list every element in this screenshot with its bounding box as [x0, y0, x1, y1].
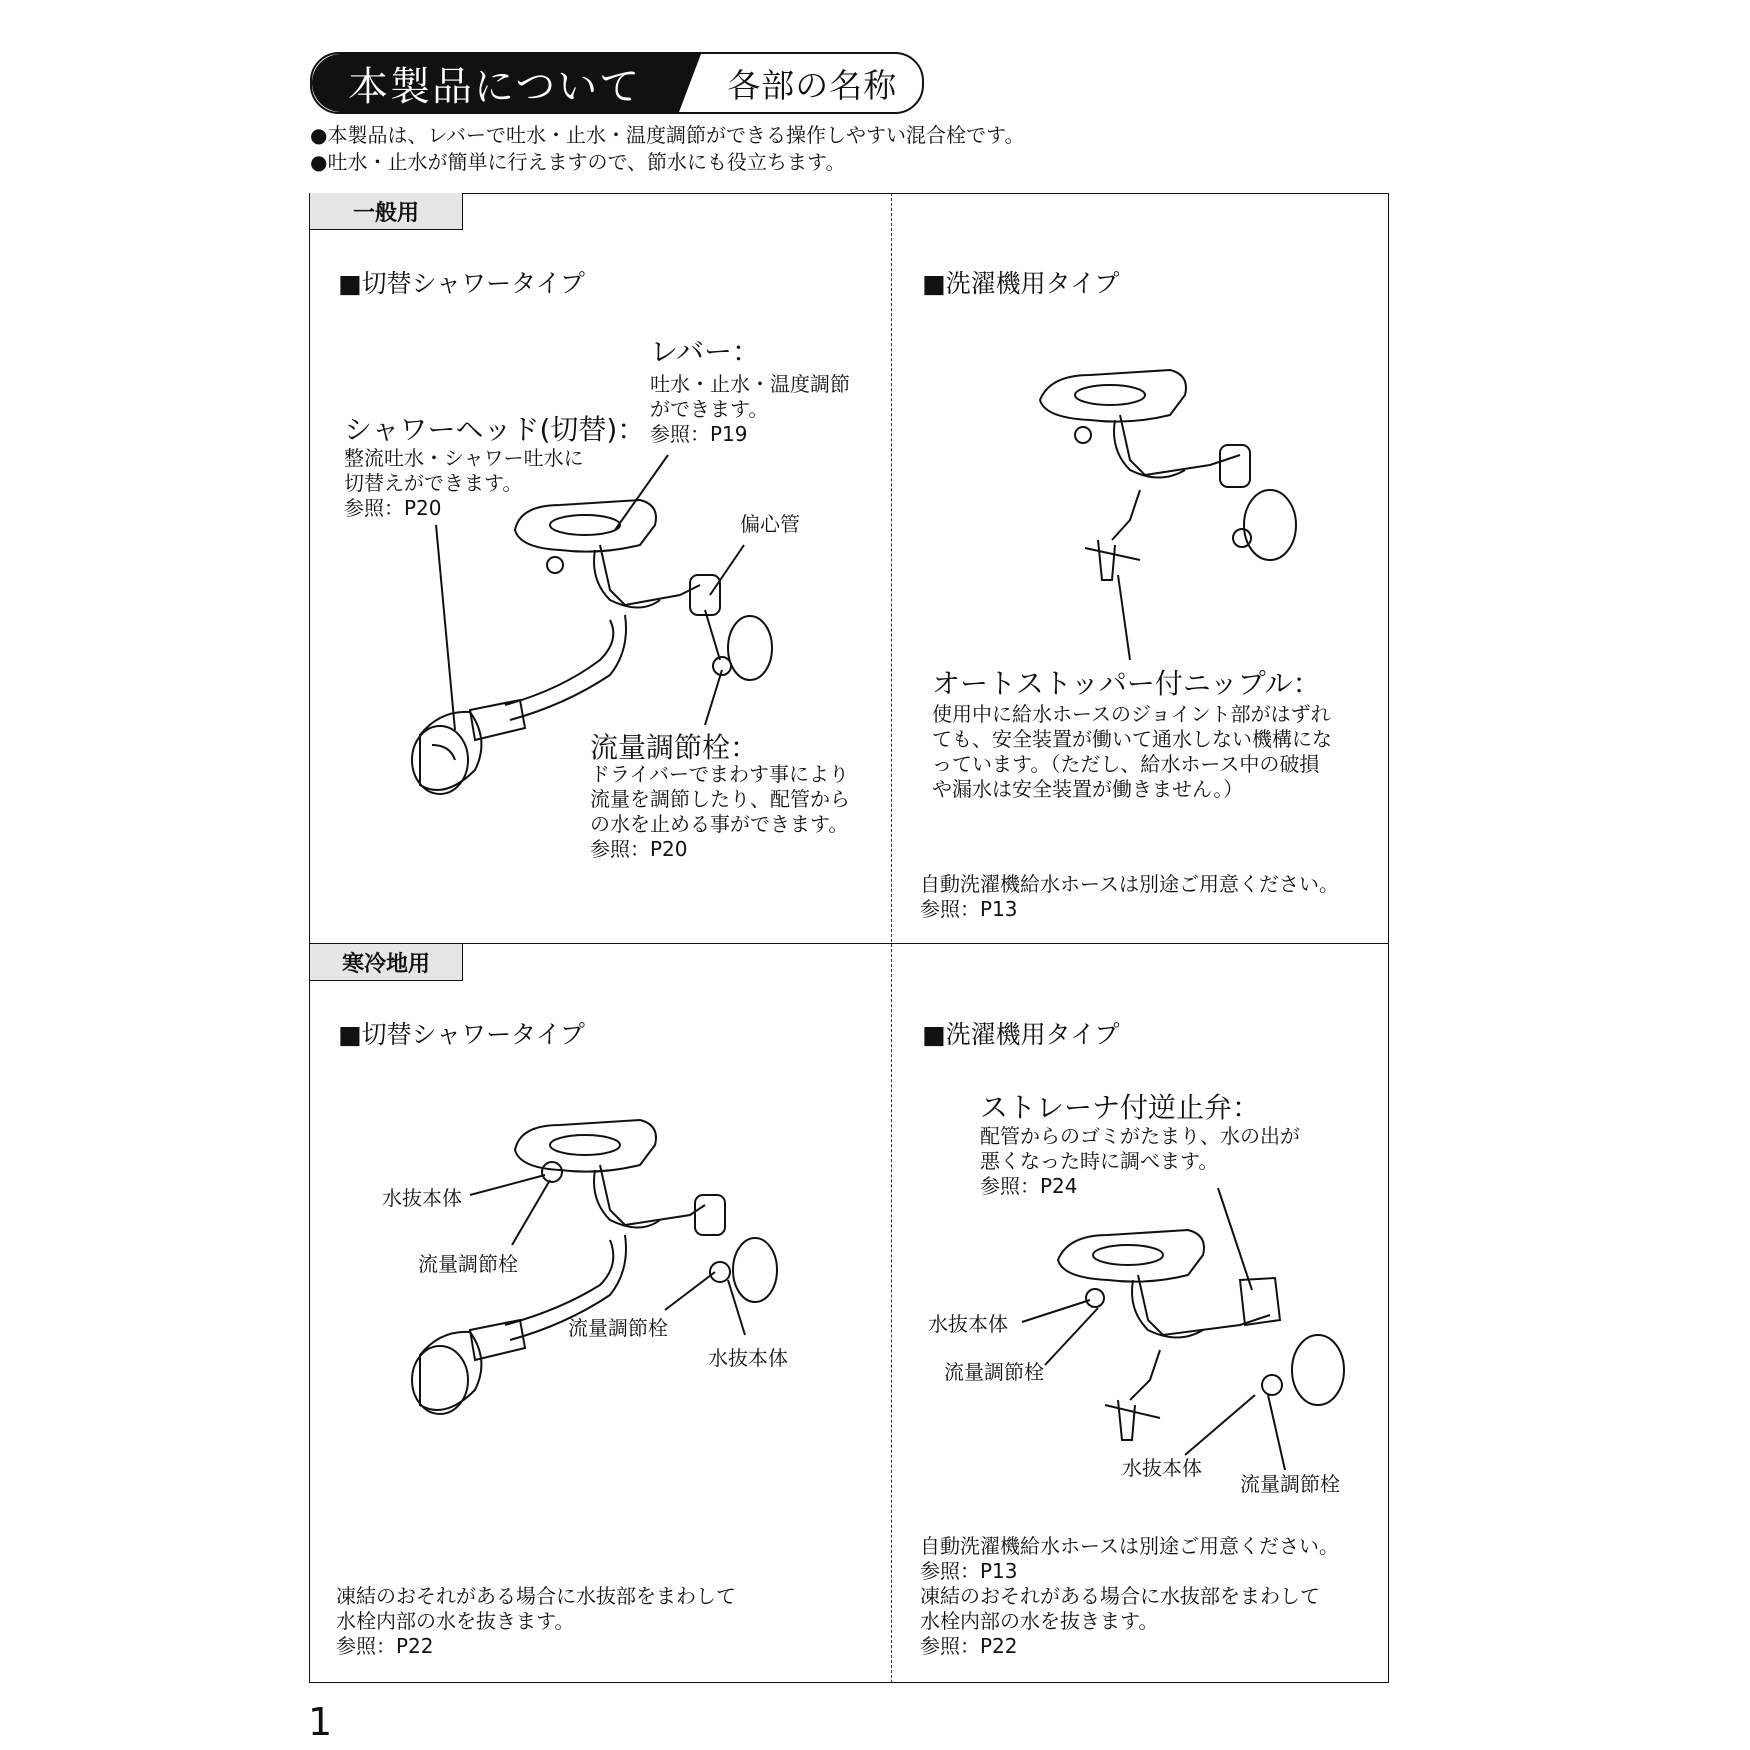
leader-strainer — [1218, 1188, 1252, 1290]
faucet-cold-washer — [1058, 1230, 1344, 1440]
label-flow-valve-desc — [590, 762, 850, 862]
leader-lever — [615, 455, 668, 530]
leader-flow-right — [665, 1272, 715, 1310]
note-line: 参照：P22 — [336, 1634, 434, 1658]
nipple-desc-line: や漏水は安全装置が働きません。） — [932, 777, 1244, 801]
leader-drain-left-washer — [1022, 1300, 1090, 1322]
heading-general-washer: ■洗濯機用タイプ — [922, 269, 1120, 298]
shower-head-desc-line: 切替えができます。 — [344, 471, 523, 495]
label-eccentric-pipe: 偏心管 — [740, 512, 800, 536]
note-line: 参照：P13 — [920, 897, 1018, 921]
leader-flow-left — [512, 1180, 550, 1245]
leader-flow-general — [705, 670, 722, 725]
flow-desc-line: 流量を調節したり、配管から — [590, 787, 850, 811]
note-line: 参照：P22 — [920, 1634, 1018, 1658]
leader-flow-left-washer — [1045, 1308, 1098, 1365]
intro-line-1: ●本製品は、レバーで吐水・止水・温度調節ができる操作しやすい混合栓です。 — [310, 123, 1025, 147]
lever-desc-line: ができます。 — [650, 397, 769, 421]
label-flow-valve-washer-bottom: 流量調節栓 — [1240, 1472, 1340, 1496]
note-line: 凍結のおそれがある場合に水抜部をまわして — [336, 1584, 736, 1608]
leader-shower-head — [436, 525, 455, 730]
label-lever-desc — [650, 372, 850, 447]
page-number: 1 — [308, 1700, 333, 1744]
tab-general: 一般用 — [310, 193, 463, 230]
faucet-general-washer — [1040, 370, 1296, 580]
leader-drain-left — [470, 1175, 545, 1195]
heading-cold-washer: ■洗濯機用タイプ — [922, 1020, 1120, 1049]
title-main: 本製品について — [312, 54, 679, 112]
tab-cold-region: 寒冷地用 — [310, 944, 463, 981]
label-drain-body-washer-left: 水抜本体 — [928, 1312, 1008, 1336]
label-drain-body-right: 水抜本体 — [708, 1346, 788, 1370]
lever-desc-line: 参照：P19 — [650, 422, 748, 446]
label-strainer-title: ストレーナ付逆止弁： — [980, 1091, 1261, 1124]
heading-cold-shower: ■切替シャワータイプ — [338, 1020, 585, 1049]
leader-eccentric — [710, 545, 744, 595]
leader-nipple — [1118, 575, 1130, 660]
label-drain-body-washer-bottom: 水抜本体 — [1122, 1456, 1202, 1480]
label-flow-valve-right: 流量調節栓 — [568, 1316, 668, 1340]
note-line: 参照：P13 — [920, 1559, 1018, 1583]
strainer-desc-line: 悪くなった時に調べます。 — [980, 1149, 1219, 1173]
strainer-desc-line: 参照：P24 — [980, 1174, 1078, 1198]
label-flow-valve-left: 流量調節栓 — [418, 1252, 518, 1276]
heading-general-shower: ■切替シャワータイプ — [338, 269, 585, 298]
label-strainer-desc — [980, 1124, 1300, 1199]
lever-desc-line: 吐水・止水・温度調節 — [650, 372, 850, 396]
note-cold-shower — [336, 1584, 736, 1659]
strainer-desc-line: 配管からのゴミがたまり、水の出が — [980, 1124, 1300, 1148]
note-line: 凍結のおそれがある場合に水抜部をまわして — [920, 1584, 1320, 1608]
nipple-desc-line: 使用中に給水ホースのジョイント部がはずれ — [932, 702, 1331, 726]
label-lever-title: レバー： — [650, 335, 761, 368]
label-shower-head-desc — [344, 446, 584, 521]
flow-desc-line: の水を止める事ができます。 — [590, 812, 849, 836]
note-general-washer — [920, 872, 1339, 922]
note-line: 自動洗濯機給水ホースは別途ご用意ください。 — [920, 1534, 1339, 1558]
leader-flow-bottom — [1268, 1395, 1285, 1470]
nipple-desc-line: っています。（ただし、給水ホース中の破損 — [932, 752, 1320, 776]
title-sub: 各部の名称 — [727, 65, 898, 105]
nipple-desc-line: ても、安全装置が働いて通水しない機構にな — [932, 727, 1332, 751]
flow-desc-line: ドライバーでまわす事により — [590, 762, 849, 786]
label-shower-head-title: シャワーヘッド(切替)： — [344, 413, 646, 446]
label-flow-valve-title: 流量調節栓： — [590, 731, 759, 764]
label-drain-body-left: 水抜本体 — [382, 1186, 462, 1210]
note-line: 水栓内部の水を抜きます。 — [336, 1609, 575, 1633]
note-cold-washer — [920, 1534, 1339, 1659]
label-flow-valve-washer-left: 流量調節栓 — [944, 1360, 1044, 1384]
note-line: 水栓内部の水を抜きます。 — [920, 1609, 1159, 1633]
label-nipple-desc — [932, 702, 1332, 802]
label-nipple-title: オートストッパー付ニップル： — [932, 667, 1321, 700]
note-line: 自動洗濯機給水ホースは別途ご用意ください。 — [920, 872, 1339, 896]
shower-head-desc-line: 参照：P20 — [344, 496, 442, 520]
intro-line-2: ●吐水・止水が簡単に行えますので、節水にも役立ちます。 — [310, 150, 846, 174]
flow-desc-line: 参照：P20 — [590, 837, 688, 861]
shower-head-desc-line: 整流吐水・シャワー吐水に — [344, 446, 584, 470]
leader-drain-bottom — [1185, 1395, 1255, 1455]
